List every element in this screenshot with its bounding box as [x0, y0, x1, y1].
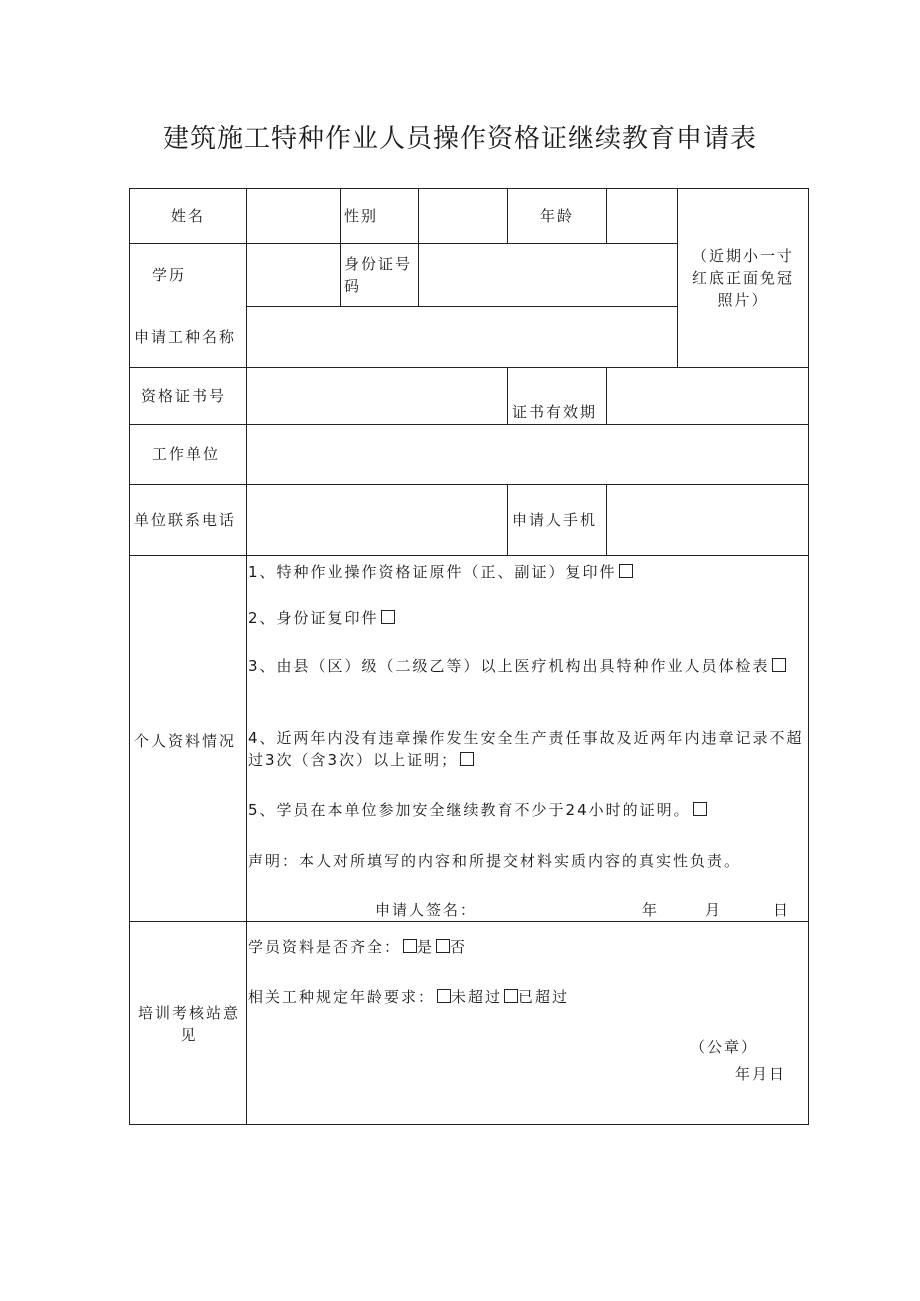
checkbox-complete-yes[interactable]: [403, 939, 417, 953]
personal-item-5: 5、学员在本单位参加安全继续教育不少于24小时的证明。: [248, 799, 804, 821]
personal-item-3: 3、由县（区）级（二级乙等）以上医疗机构出具特种作业人员体检表: [248, 655, 804, 677]
complete-question: 学员资料是否齐全： 是 否: [248, 938, 468, 956]
checkbox-age-exceeded[interactable]: [504, 989, 518, 1003]
official-seal: （公章）: [690, 1038, 759, 1056]
photo-placeholder[interactable]: （近期小一寸红底正面免冠照片）: [691, 247, 794, 309]
checkbox-complete-no[interactable]: [436, 939, 450, 953]
job-type-field[interactable]: [247, 307, 677, 367]
signature-day: 日: [773, 901, 791, 919]
label-job-type: 申请工种名称: [134, 328, 237, 346]
signature-label: 申请人签名：: [375, 901, 478, 919]
label-cert-valid: 证书有效期: [512, 403, 598, 421]
checkbox-item-3[interactable]: [772, 658, 786, 672]
signature-field[interactable]: [475, 899, 635, 921]
label-age: 年龄: [539, 207, 574, 225]
work-unit-field[interactable]: [247, 425, 808, 484]
label-unit-phone: 单位联系电话: [134, 511, 237, 529]
label-personal-docs: 个人资料情况: [134, 732, 237, 750]
cert-valid-field[interactable]: [607, 368, 808, 424]
label-id-number: 身份证号码: [344, 255, 413, 295]
checkbox-age-not-exceed[interactable]: [437, 989, 451, 1003]
label-name: 姓名: [170, 207, 205, 225]
personal-item-1: 1、特种作业操作资格证原件（正、副证）复印件: [248, 561, 804, 583]
cert-no-field[interactable]: [247, 368, 507, 424]
education-field[interactable]: [247, 244, 340, 306]
checkbox-item-5[interactable]: [693, 802, 707, 816]
gender-field[interactable]: [419, 189, 507, 243]
label-gender: 性别: [344, 207, 379, 225]
signature-month: 月: [705, 901, 723, 919]
label-cert-no: 资格证书号: [141, 387, 227, 405]
checkbox-item-4[interactable]: [460, 752, 474, 766]
name-field[interactable]: [247, 189, 340, 243]
unit-phone-field[interactable]: [247, 485, 507, 555]
applicant-mobile-field[interactable]: [607, 485, 808, 555]
age-question: 相关工种规定年龄要求： 未超过 已超过: [248, 988, 570, 1006]
station-date: 年月日: [735, 1065, 787, 1083]
label-work-unit: 工作单位: [152, 445, 221, 463]
label-applicant-mobile: 申请人手机: [512, 511, 598, 529]
form-title: 建筑施工特种作业人员操作资格证继续教育申请表: [162, 124, 757, 154]
checkbox-item-2[interactable]: [381, 610, 395, 624]
declaration: 声明：本人对所填写的内容和所提交材料实质内容的真实性负责。: [248, 852, 742, 870]
personal-item-2: 2、身份证复印件: [248, 607, 804, 629]
label-education: 学历: [152, 266, 187, 284]
label-station-opinion: 培训考核站意见: [137, 1004, 240, 1044]
checkbox-item-1[interactable]: [619, 564, 633, 578]
personal-item-4: 4、近两年内没有违章操作发生安全生产责任事故及近两年内违章记录不超过3次（含3次）以上证明；: [248, 729, 804, 769]
signature-year: 年: [642, 901, 660, 919]
age-field[interactable]: [607, 189, 677, 243]
id-number-field[interactable]: [419, 244, 677, 306]
